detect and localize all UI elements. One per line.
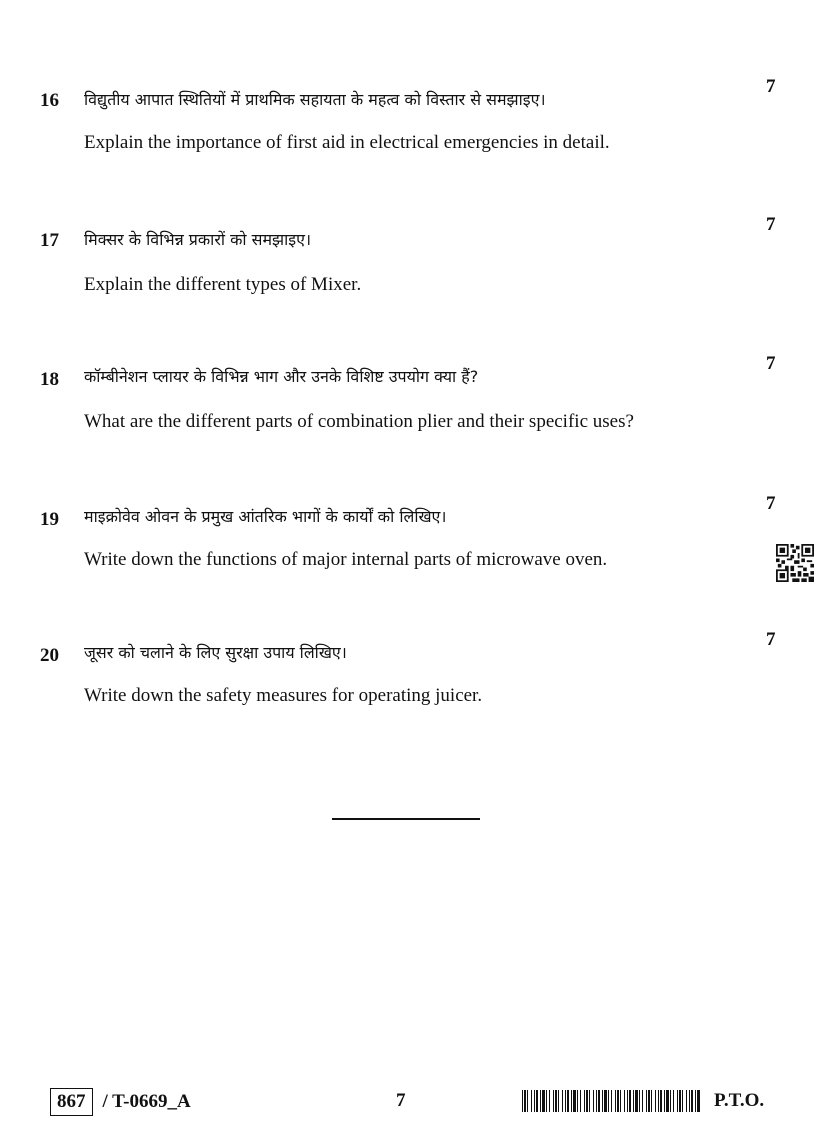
end-divider [332,818,480,820]
question-text-hindi: मिक्सर के विभिन्न प्रकारों को समझाइए। [84,230,312,249]
page-number: 7 [396,1090,406,1111]
question-marks: 7 [766,214,776,235]
question-text-hindi: विद्युतीय आपात स्थितियों में प्राथमिक सहायता के महत्व को विस्तार से समझाइए। [84,90,546,109]
question-text-hindi: कॉम्बीनेशन प्लायर के विभिन्न भाग और उनके विशिष्ट उपयोग क्या हैं? [84,367,479,386]
question-number: 19 [40,509,59,530]
question-text-english: What are the different parts of combination plier and their specific uses? [84,411,634,432]
question-marks: 7 [766,493,776,514]
barcode-icon [522,1090,700,1112]
footer-paper-id: / T-0669_A [102,1091,191,1112]
question-number: 17 [40,230,59,251]
question-text-hindi: माइक्रोवेव ओवन के प्रमुख आंतरिक भागों के कार्यों को लिखिए। [84,507,447,526]
question-number: 16 [40,90,59,111]
pto-label: P.T.O. [714,1090,765,1111]
question-marks: 7 [766,76,776,97]
question-text-hindi: जूसर को चलाने के लिए सुरक्षा उपाय लिखिए। [84,643,347,662]
question-number: 20 [40,645,59,666]
question-text-english: Write down the safety measures for operating juicer. [84,685,483,706]
question-text-english: Explain the importance of first aid in electrical emergencies in detail. [84,132,610,153]
question-marks: 7 [766,629,776,650]
footer-boxed-code: 867 [50,1088,93,1116]
question-text-english: Write down the functions of major internal parts of microwave oven. [84,549,608,570]
footer-paper-code [50,1088,191,1116]
question-text-english: Explain the different types of Mixer. [84,274,362,295]
question-number: 18 [40,369,59,390]
question-marks: 7 [766,353,776,374]
qr-code-icon [776,544,814,582]
